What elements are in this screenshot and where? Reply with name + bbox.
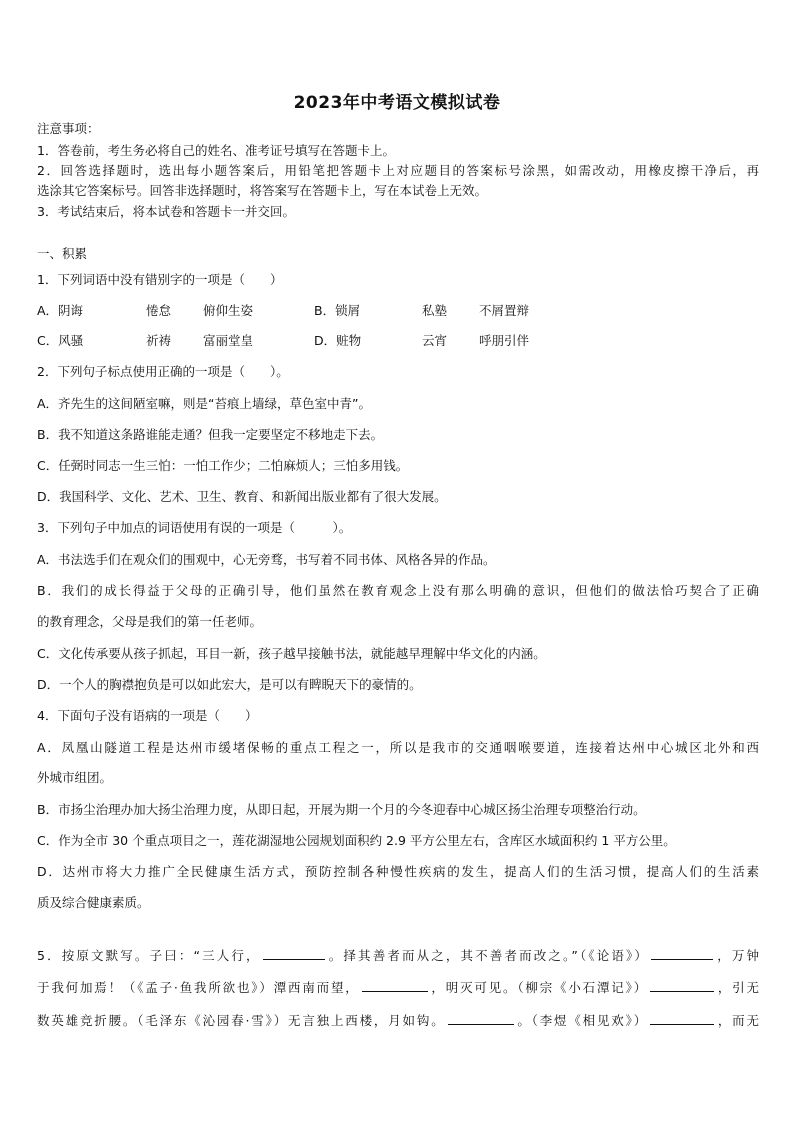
notice-heading: 注意事项： xyxy=(37,121,100,136)
q2-option-b: B．我不知道这条路谁能走通？但我一定要坚定不移地走下去。 xyxy=(37,427,384,442)
q4-option-c: C．作为全市 30 个重点项目之一，莲花湖湿地公园规划面积约 2.9 平方公里左右，含库区水域面积约 1 平方公里。 xyxy=(37,833,676,848)
q1-word: 私塾 xyxy=(422,303,448,318)
q1-word: 富丽堂皇 xyxy=(203,333,254,348)
q5-text: 。（李煜《相见欢》） xyxy=(515,1013,649,1028)
question-3-stem: 3．下列句子中加点的词语使用有误的一项是（ ）。 xyxy=(37,520,352,535)
notice-item: 2．回答选择题时，选出每小题答案后，用铅笔把答题卡上对应题目的答案标号涂黑，如需改动，用橡皮擦干净后，再 xyxy=(37,163,759,178)
question-1-stem: 1．下列词语中没有错别字的一项是（ ） xyxy=(37,272,283,287)
answer-blank[interactable] xyxy=(650,1011,714,1025)
q2-option-d: D．我国科学、文化、艺术、卫生、教育、和新闻出版业都有了很大发展。 xyxy=(37,489,447,504)
q5-text: 数英雄竞折腰。（毛泽东《沁园春·雪》）无言独上西楼，月如钩。 xyxy=(37,1013,446,1028)
q3-option-b: B．我们的成长得益于父母的正确引导，他们虽然在教育观念上没有那么明确的意识，但他们的做法恰巧契合了正确 xyxy=(37,583,759,598)
q5-text: ，而无 xyxy=(716,1013,759,1028)
q2-option-a: A．齐先生的这间陋室嘛，则是“苔痕上墙绿，草色室中青”。 xyxy=(37,396,372,411)
question-5-line xyxy=(37,1011,759,1029)
q5-text: ，万钟 xyxy=(715,948,759,963)
question-2-stem: 2．下列句子标点使用正确的一项是（ ）。 xyxy=(37,364,289,379)
q5-text: 5．按原文默写。子曰：“三人行， xyxy=(37,948,261,963)
section-heading: 一、积累 xyxy=(37,246,88,261)
q4-option-a: A．凤凰山隧道工程是达州市缓堵保畅的重点工程之一，所以是我市的交通咽喉要道，连接着达州中心城区北外和西 xyxy=(37,740,759,755)
q5-text: 。择其善者而从之，其不善者而改之。”（《论语》） xyxy=(326,948,650,963)
question-4-stem: 4．下面句子没有语病的一项是（ ） xyxy=(37,708,258,723)
q1-option-c: C．风骚 xyxy=(37,333,84,348)
notice-item: 1．答卷前，考生务必将自己的姓名、准考证号填写在答题卡上。 xyxy=(37,143,395,158)
q4-option-a-cont: 外城市组团。 xyxy=(37,770,113,785)
q5-text: 于我何加焉！（《孟子·鱼我所欲也》）潭西南而望， xyxy=(37,980,360,995)
q1-word: 祈祷 xyxy=(146,333,172,348)
answer-blank[interactable] xyxy=(362,978,428,992)
question-5-line xyxy=(37,978,759,996)
q1-word: 云宵 xyxy=(422,333,448,348)
q4-option-b: B．市扬尘治理办加大扬尘治理力度，从即日起，开展为期一个月的今冬迎春中心城区扬尘治理专项整治行动。 xyxy=(37,802,646,817)
q5-text: ，引无 xyxy=(716,980,759,995)
q4-option-d-cont: 质及综合健康素质。 xyxy=(37,895,150,910)
answer-blank[interactable] xyxy=(448,1011,514,1025)
q2-option-c: C．任弼时同志一生三怕：一怕工作少；二怕麻烦人；三怕多用钱。 xyxy=(37,458,409,473)
answer-blank[interactable] xyxy=(650,978,714,992)
q1-word: 惓怠 xyxy=(146,303,172,318)
q5-text: ，明灭可见。（柳宗《小石潭记》） xyxy=(429,980,649,995)
question-5-line xyxy=(37,946,759,964)
q3-option-d: D．一个人的胸襟抱负是可以如此宏大，是可以有睥睨天下的豪情的。 xyxy=(37,677,422,692)
q1-option-b: B．锁屑 xyxy=(314,303,361,318)
answer-blank[interactable] xyxy=(651,946,713,960)
notice-item: 选涂其它答案标号。回答非选择题时，将答案写在答题卡上，写在本试卷上无效。 xyxy=(37,183,488,198)
q3-option-b-cont: 的教育理念，父母是我们的第一任老师。 xyxy=(37,614,263,629)
q4-option-d: D．达州市将大力推广全民健康生活方式，预防控制各种慢性疾病的发生，提高人们的生活习惯，提高人们的生活素 xyxy=(37,864,759,879)
notice-item: 3．考试结束后，将本试卷和答题卡一并交回。 xyxy=(37,204,295,219)
q1-option-d: D．赃物 xyxy=(314,333,362,348)
q3-option-a: A．书法选手们在观众们的围观中，心无旁骛，书写着不同书体、风格各异的作品。 xyxy=(37,552,496,567)
page-title: 2023年中考语文模拟试卷 xyxy=(293,93,501,113)
q1-word: 俯仰生姿 xyxy=(203,303,254,318)
q1-option-a: A．阴诲 xyxy=(37,303,84,318)
q1-word: 呼朋引伴 xyxy=(479,333,530,348)
q1-word: 不屑置辩 xyxy=(479,303,530,318)
answer-blank[interactable] xyxy=(263,946,325,960)
q3-option-c: C．文化传承要从孩子抓起，耳目一新，孩子越早接触书法，就能越早理解中华文化的内涵。 xyxy=(37,646,546,661)
